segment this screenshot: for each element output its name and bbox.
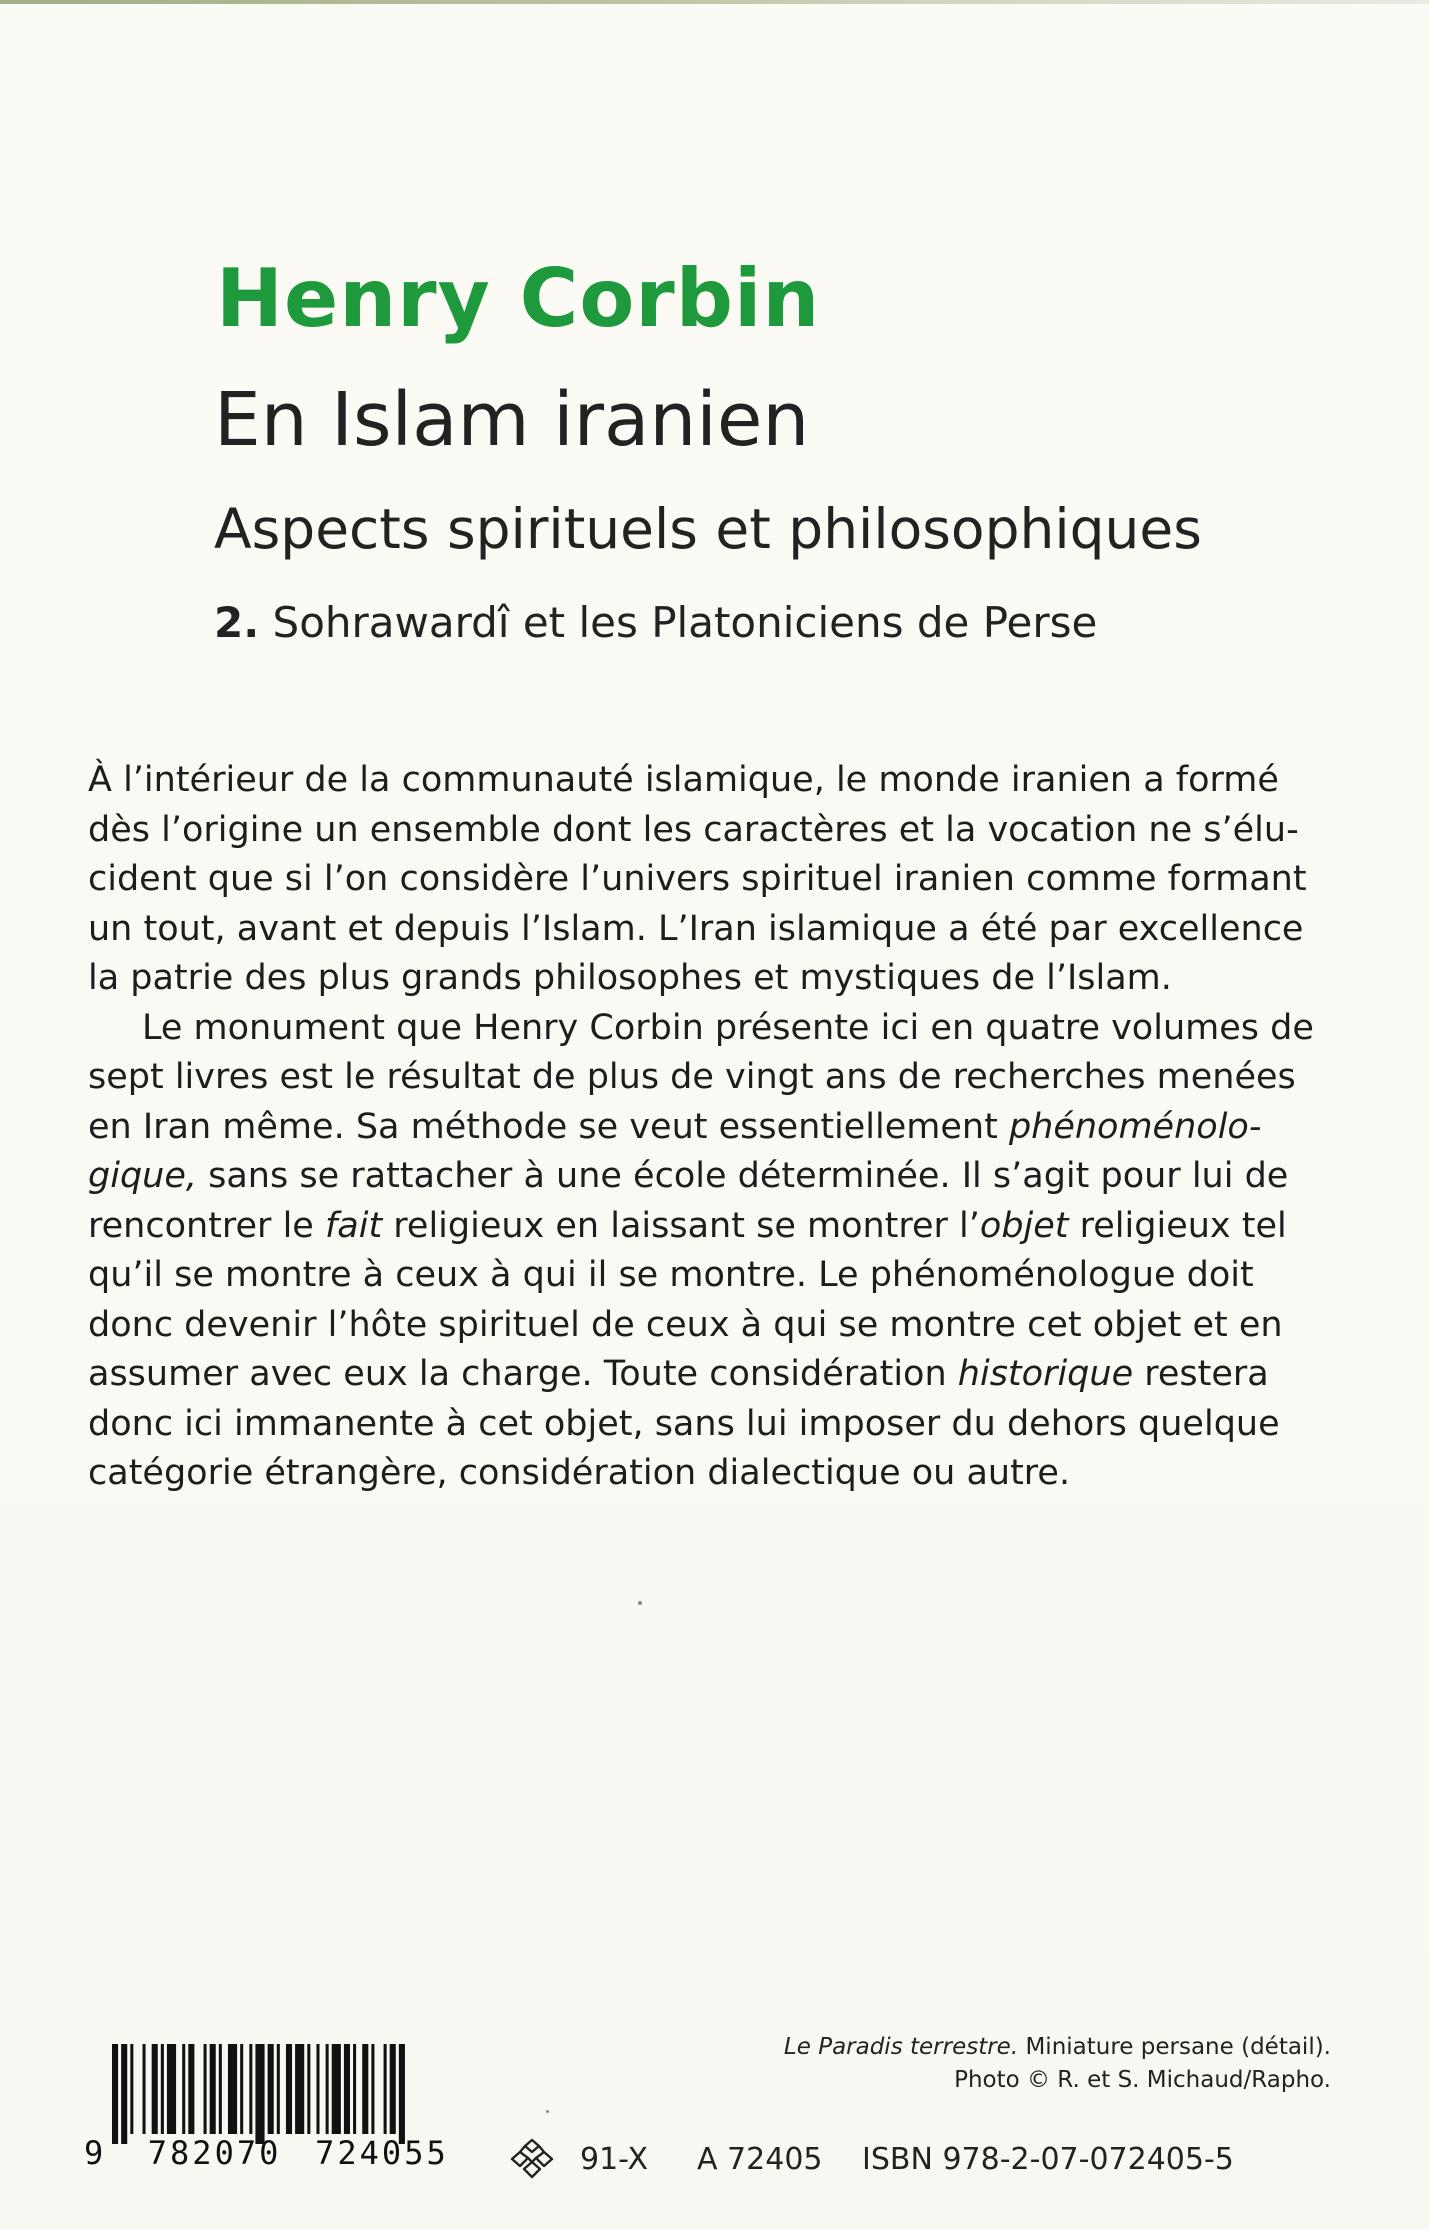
barcode-bar — [371, 2044, 374, 2134]
barcode-bar — [268, 2044, 274, 2134]
barcode-lead-digit: 9 — [84, 2134, 104, 2172]
blurb-text: religieux tel — [1068, 1205, 1287, 1246]
barcode-bar — [152, 2044, 158, 2134]
paper-speck — [638, 1601, 642, 1605]
cover-top-edge — [0, 0, 1429, 4]
barcode-bar — [182, 2044, 185, 2134]
barcode-bar — [344, 2044, 350, 2134]
barcode-bar — [326, 2044, 329, 2134]
barcode-bar — [228, 2044, 237, 2134]
blurb-line: Le monument que Henry Corbin présente ici en quatre volumes de — [142, 1007, 1314, 1048]
blurb-text: restera — [1133, 1354, 1269, 1394]
barcode-bar — [219, 2044, 222, 2134]
blurb-line — [88, 1202, 1338, 1252]
blurb-paragraph-2 — [88, 1004, 1338, 1499]
blurb-italic: objet — [979, 1205, 1069, 1246]
barcode-bar — [307, 2044, 310, 2134]
barcode-bar — [161, 2044, 164, 2134]
blurb-line: cident que si l’on considère l’univers spirituel iranien comme formant — [88, 859, 1307, 899]
barcode-bar — [240, 2044, 243, 2134]
barcode-bar — [332, 2044, 341, 2134]
blurb-line: catégorie étrangère, considération dialectique ou autre. — [88, 1453, 1071, 1493]
blurb-line — [88, 1152, 1338, 1202]
publisher-code: 91-X — [580, 2142, 649, 2177]
book-subtitle: Aspects spirituels et philosophiques — [214, 497, 1202, 561]
blurb — [88, 756, 1338, 1499]
gallimard-folio-logo-icon — [506, 2136, 558, 2184]
photo-credit: Photo © R. et S. Michaud/Rapho. — [954, 2067, 1331, 2093]
artwork-caption — [784, 2031, 1331, 2064]
barcode-bar — [167, 2044, 176, 2134]
blurb-line: qu’il se montre à ceux à qui il se montre. Le phénoménologue doit — [88, 1255, 1254, 1295]
blurb-italic: phénoménolo- — [1008, 1106, 1262, 1147]
image-credit — [784, 2031, 1331, 2097]
barcode-bar — [130, 2044, 133, 2134]
barcode-group-1: 782070 — [147, 2134, 282, 2172]
barcode-bar — [188, 2044, 194, 2134]
blurb-text: religieux en laissant se montrer l’ — [382, 1205, 980, 1246]
blurb-line: un tout, avant et depuis l’Islam. L’Iran islamique a été par excellence — [88, 908, 1304, 949]
artwork-title: Le Paradis terrestre. — [783, 2034, 1019, 2060]
catalog-reference: A 72405 — [697, 2142, 823, 2177]
barcode-bar — [384, 2044, 387, 2134]
blurb-line: donc ici immanente à cet objet, sans lui imposer du dehors quelque — [88, 1403, 1280, 1444]
barcode-digits — [84, 2134, 449, 2172]
barcode-bar — [390, 2044, 396, 2134]
blurb-italic: fait — [324, 1205, 383, 1246]
blurb-line — [88, 1103, 1338, 1153]
barcode-bar — [399, 2044, 405, 2144]
blurb-italic: gique, — [88, 1156, 197, 1196]
blurb-line: la patrie des plus grands philosophes et mystiques de l’Islam. — [88, 958, 1172, 998]
blurb-text: assumer avec eux la charge. Toute considération — [88, 1354, 958, 1394]
barcode-bar — [121, 2044, 127, 2144]
barcode-bar — [143, 2044, 146, 2134]
barcode-group-2: 724055 — [315, 2134, 449, 2172]
barcode-bar — [204, 2044, 207, 2134]
volume-title: Sohrawardî et les Platoniciens de Perse — [272, 598, 1098, 647]
blurb-line — [88, 1350, 1338, 1400]
barcode — [112, 2044, 408, 2144]
barcode-bar — [362, 2044, 368, 2134]
blurb-line: sept livres est le résultat de plus de vingt ans de recherches menées — [88, 1057, 1296, 1097]
barcode-bar — [353, 2044, 356, 2134]
blurb-text: rencontrer le — [88, 1205, 325, 1246]
book-title: En Islam iranien — [214, 377, 810, 463]
paper-speck — [546, 2110, 549, 2113]
author-name: Henry Corbin — [216, 252, 821, 345]
barcode-bar — [295, 2044, 304, 2134]
barcode-bar — [277, 2044, 280, 2134]
blurb-paragraph-1 — [88, 756, 1338, 1004]
barcode-bar — [210, 2044, 216, 2134]
barcode-bar — [249, 2044, 252, 2134]
barcode-bar — [255, 2044, 264, 2144]
isbn: ISBN 978-2-07-072405-5 — [862, 2142, 1234, 2177]
blurb-italic: historique — [957, 1354, 1134, 1394]
blurb-line: donc devenir l’hôte spirituel de ceux à qui se montre cet objet et en — [88, 1304, 1283, 1345]
artwork-description: Miniature persane (détail). — [1018, 2034, 1331, 2060]
blurb-line: dès l’origine un ensemble dont les caractères et la vocation ne s’élu- — [88, 809, 1299, 850]
barcode-bar — [112, 2044, 118, 2144]
volume-number: 2. — [214, 598, 260, 647]
barcode-bar — [286, 2044, 292, 2134]
blurb-text: en Iran même. Sa méthode se veut essentiellement — [88, 1106, 1009, 1147]
blurb-text: sans se rattacher à une école déterminée. Il s’agit pour lui de — [197, 1156, 1289, 1196]
blurb-line: À l’intérieur de la communauté islamique, le monde iranien a formé — [88, 760, 1279, 800]
volume-heading — [214, 598, 1097, 647]
barcode-bar — [316, 2044, 319, 2134]
